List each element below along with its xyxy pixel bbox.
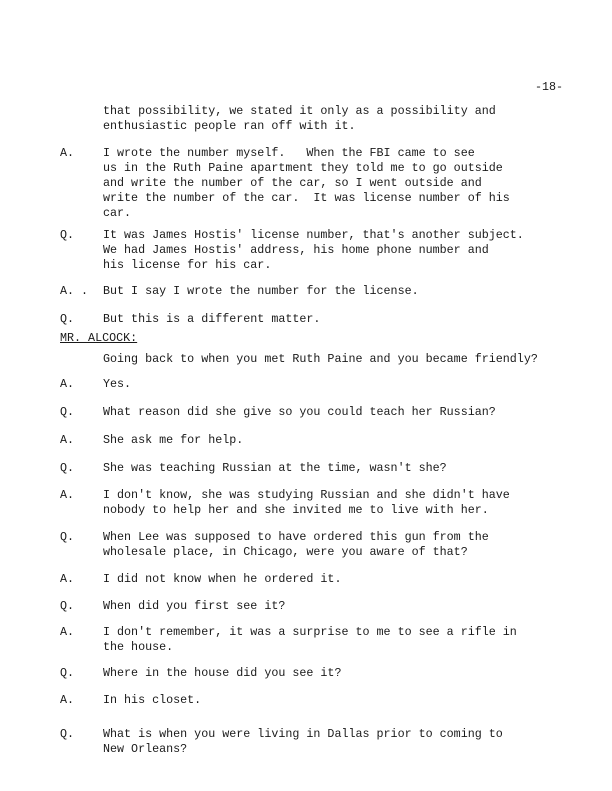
text-line: Going back to when you met Ruth Paine and you became friendly? bbox=[103, 352, 538, 366]
text-line: I don't remember, it was a surprise to me to see a rifle in bbox=[103, 625, 517, 639]
speaker-label: Q. bbox=[60, 666, 75, 680]
speaker-label: A. bbox=[60, 693, 75, 707]
text-line: She ask me for help. bbox=[103, 433, 244, 447]
entry-text bbox=[103, 599, 285, 614]
text-line: What is when you were living in Dallas prior to coming to bbox=[103, 727, 503, 741]
text-line: But this is a different matter. bbox=[103, 312, 321, 326]
text-line: I don't know, she was studying Russian and she didn't have bbox=[103, 488, 510, 502]
text-line: She was teaching Russian at the time, wasn't she? bbox=[103, 461, 447, 475]
entry-text bbox=[103, 433, 243, 448]
text-line: I did not know when he ordered it. bbox=[103, 572, 342, 586]
entry-text bbox=[103, 572, 341, 587]
entry-text bbox=[103, 146, 510, 221]
speaker-label: Q. bbox=[60, 599, 75, 613]
speaker-label: A. bbox=[60, 488, 75, 502]
text-line: What reason did she give so you could teach her Russian? bbox=[103, 405, 496, 419]
entry-text bbox=[103, 727, 503, 757]
speaker-label: Q. bbox=[60, 312, 75, 326]
speaker-label: A. bbox=[60, 146, 75, 160]
entry-text bbox=[103, 488, 510, 518]
speaker-label: Q. bbox=[60, 228, 75, 242]
text-line: and write the number of the car, so I went outside and bbox=[103, 176, 482, 190]
entry-text bbox=[103, 228, 524, 273]
text-line: wholesale place, in Chicago, were you aware of that? bbox=[103, 545, 468, 559]
text-line: In his closet. bbox=[103, 693, 202, 707]
speaker-label: A. bbox=[60, 433, 75, 447]
entry-text bbox=[103, 625, 517, 655]
text-line: write the number of the car. It was license number of his bbox=[103, 191, 510, 205]
text-line: When Lee was supposed to have ordered this gun from the bbox=[103, 530, 489, 544]
entry-text bbox=[103, 284, 419, 299]
text-line: that possibility, we stated it only as a possibility and bbox=[103, 104, 496, 118]
text-line: enthusiastic people ran off with it. bbox=[103, 119, 356, 133]
entry-text bbox=[103, 104, 496, 134]
speaker-label: Q. bbox=[60, 530, 75, 544]
text-line: It was James Hostis' license number, that's another subject. bbox=[103, 228, 524, 242]
entry-text bbox=[103, 666, 341, 681]
text-line: New Orleans? bbox=[103, 742, 188, 756]
text-line: the house. bbox=[103, 640, 174, 654]
entry-text bbox=[103, 461, 447, 476]
speaker-label: A. bbox=[60, 377, 75, 391]
text-line: But I say I wrote the number for the license. bbox=[103, 284, 419, 298]
speaker-label: Q. bbox=[60, 405, 75, 419]
entry-text bbox=[103, 312, 320, 327]
speaker-heading: MR. ALCOCK: bbox=[60, 331, 138, 345]
speaker-label: Q. bbox=[60, 461, 75, 475]
text-line: nobody to help her and she invited me to live with her. bbox=[103, 503, 489, 517]
text-line: I wrote the number myself. When the FBI came to see bbox=[103, 146, 475, 160]
text-line: car. bbox=[103, 206, 132, 220]
text-line: We had James Hostis' address, his home phone number and bbox=[103, 243, 489, 257]
speaker-label: A. bbox=[60, 625, 75, 639]
entry-text bbox=[103, 377, 131, 392]
text-line: his license for his car. bbox=[103, 258, 272, 272]
entry-text bbox=[103, 693, 201, 708]
speaker-label: A. bbox=[60, 572, 75, 586]
text-line: Yes. bbox=[103, 377, 132, 391]
entry-text bbox=[103, 530, 489, 560]
page-number: -18- bbox=[535, 80, 564, 94]
text-line: Where in the house did you see it? bbox=[103, 666, 342, 680]
speaker-label: Q. bbox=[60, 727, 75, 741]
text-line: When did you first see it? bbox=[103, 599, 286, 613]
entry-text bbox=[103, 352, 538, 367]
text-line: us in the Ruth Paine apartment they told me to go outside bbox=[103, 161, 503, 175]
entry-text bbox=[103, 405, 496, 420]
speaker-label: A. . bbox=[60, 284, 89, 298]
